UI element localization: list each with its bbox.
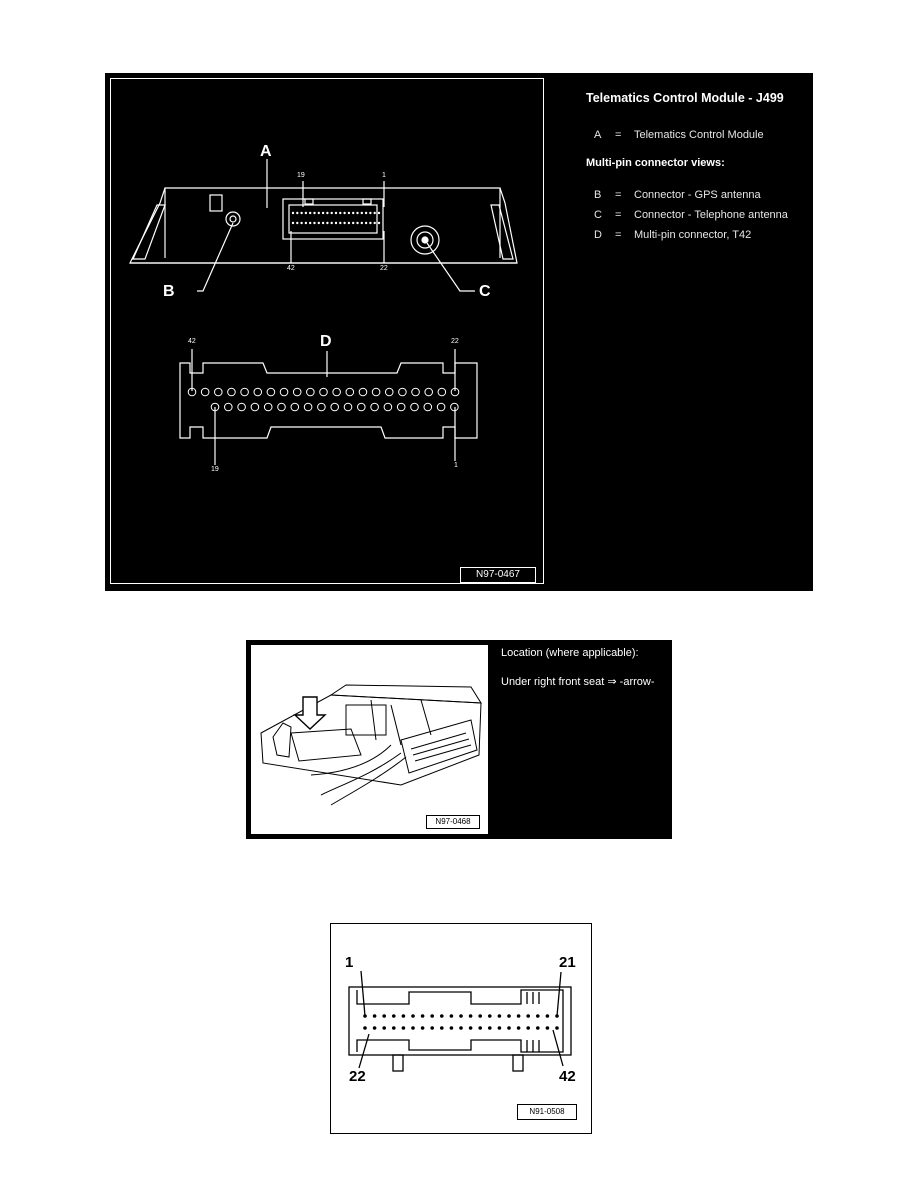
t42-face-pin-dot	[507, 1014, 511, 1018]
callout-b: B	[163, 283, 175, 300]
t42-pin-dot	[278, 403, 286, 411]
legend-d-eq: =	[615, 229, 622, 241]
t42-face-pin-42-label: 42	[559, 1068, 576, 1085]
t42-pin-dot	[251, 403, 259, 411]
figure-id-box	[460, 567, 536, 583]
t42-face-pin-dot	[440, 1026, 444, 1030]
t42-face-pin-dot	[402, 1026, 406, 1030]
t42-face-pin-dot	[555, 1026, 559, 1030]
module-pin-dot	[322, 222, 324, 224]
t42-connector-face	[180, 363, 477, 438]
t42-pin-dot	[399, 388, 407, 396]
module-pin-dot	[296, 212, 298, 214]
callout-c: C	[479, 283, 491, 300]
module-pin-19-label: 19	[297, 172, 305, 179]
t42-pin-dot	[424, 403, 432, 411]
t42-face-pin-dot	[382, 1014, 386, 1018]
module-pin-dot	[335, 222, 337, 224]
module-pin-dot	[348, 212, 350, 214]
t42-face-pin-dot	[555, 1014, 559, 1018]
legend-b-text: Connector - GPS antenna	[634, 189, 761, 201]
location-panel	[246, 640, 672, 839]
module-pin-dot	[318, 212, 320, 214]
t42-pin-dot	[280, 388, 288, 396]
module-pin-dot	[322, 212, 324, 214]
t42-face-pin-dot	[459, 1014, 463, 1018]
module-pin-dot	[309, 222, 311, 224]
figure-id: N97-0467	[476, 569, 520, 580]
module-pin-dot	[326, 222, 328, 224]
callout-a: A	[260, 143, 272, 160]
legend-b-eq: =	[615, 189, 622, 201]
t42-pin-22-label: 22	[451, 338, 459, 345]
location-text: Under right front seat ⇒ -arrow-	[501, 676, 655, 688]
t42-pin-dot	[293, 388, 301, 396]
t42-face-pin-dot	[382, 1026, 386, 1030]
t42-pin-dot	[228, 388, 236, 396]
t42-face-pin-dot	[430, 1026, 434, 1030]
module-pin-dot	[361, 222, 363, 224]
legend-c-text: Connector - Telephone antenna	[634, 209, 788, 221]
t42-face-pin-dot	[373, 1026, 377, 1030]
t42-pin-dot	[397, 403, 405, 411]
t42-face-pin-dot	[517, 1014, 521, 1018]
module-pin-dot	[361, 212, 363, 214]
t42-pin-dot	[372, 388, 380, 396]
t42-pin-dot	[215, 388, 223, 396]
t42-pin-dot	[225, 403, 233, 411]
t42-face-pin-dot	[526, 1026, 530, 1030]
t42-pin-dot	[384, 403, 392, 411]
location-drawing	[250, 644, 489, 835]
module-pin-dot	[352, 222, 354, 224]
module-pin-dot	[369, 212, 371, 214]
t42-face-pin-dot	[469, 1014, 473, 1018]
t42-pin-dot	[437, 403, 445, 411]
t42-face-pin-dot	[507, 1026, 511, 1030]
callout-d: D	[320, 333, 332, 350]
module-diagram-panel	[105, 73, 813, 591]
legend-b-key: B	[594, 189, 602, 201]
module-pin-dot	[335, 212, 337, 214]
connector-figure-id: N91-0508	[517, 1104, 577, 1120]
legend-a-key: A	[594, 129, 602, 141]
module-pin-dot	[326, 212, 328, 214]
module-pin-dot	[318, 222, 320, 224]
t42-face-pin-dot	[498, 1014, 502, 1018]
module-pin-dot	[300, 212, 302, 214]
t42-face-pin-dot	[478, 1026, 482, 1030]
connector-face-drawing	[331, 924, 591, 1133]
t42-pin-dot	[371, 403, 379, 411]
module-pin-dot	[339, 222, 341, 224]
t42-pin-dot	[359, 388, 367, 396]
t42-face-pin-dot	[392, 1014, 396, 1018]
t42-face-pin-dot	[411, 1014, 415, 1018]
seat-drawing	[251, 645, 488, 834]
connector-panel	[330, 923, 592, 1134]
t42-pin-dot	[291, 403, 299, 411]
t42-face-pin-21-label: 21	[559, 954, 576, 971]
t42-face-pin-dot	[363, 1014, 367, 1018]
t42-pin-dot	[307, 388, 315, 396]
module-pin-dot	[343, 222, 345, 224]
module-pin-dot	[313, 222, 315, 224]
t42-face-pin-dot	[459, 1026, 463, 1030]
t42-pin-dot	[320, 388, 328, 396]
t42-face-pin-22-label: 22	[349, 1068, 366, 1085]
t42-face-pin-dot	[488, 1026, 492, 1030]
module-pin-dot	[356, 212, 358, 214]
t42-pin-dot	[318, 403, 326, 411]
module-title: Telematics Control Module - J499	[586, 91, 784, 105]
t42-face-pin-dot	[536, 1014, 540, 1018]
module-pin-dot	[369, 222, 371, 224]
module-pin-dot	[292, 222, 294, 224]
t42-face-pin-dot	[450, 1026, 454, 1030]
t42-pin-dot	[333, 388, 341, 396]
t42-face-pin-dot	[478, 1014, 482, 1018]
location-arrow	[295, 697, 325, 729]
legend-c-eq: =	[615, 209, 622, 221]
module-pin-dot	[374, 222, 376, 224]
t42-face-pin-dot	[498, 1026, 502, 1030]
t42-face-pin-dot	[411, 1026, 415, 1030]
t42-face-pin-dot	[536, 1026, 540, 1030]
module-pin-dot	[339, 212, 341, 214]
t42-face-pin-dot	[546, 1026, 550, 1030]
t42-face-pin-dot	[421, 1014, 425, 1018]
t42-face-pin-1-label: 1	[345, 954, 354, 971]
t42-pin-42-label: 42	[188, 338, 196, 345]
module-pin-dot	[365, 212, 367, 214]
t42-face-pin-dot	[526, 1014, 530, 1018]
t42-pin-dot	[346, 388, 354, 396]
t42-pin-dot	[264, 403, 272, 411]
module-pin-dot	[331, 212, 333, 214]
module-pin-dot	[300, 222, 302, 224]
t42-face-pin-dot	[488, 1014, 492, 1018]
t42-face-pin-dot	[469, 1026, 473, 1030]
t42-pin-1-label: 1	[454, 462, 458, 469]
module-pin-dot	[331, 222, 333, 224]
module-pin-dot	[374, 212, 376, 214]
module-pin-22-label: 22	[380, 265, 388, 272]
t42-pin-19-label: 19	[211, 466, 219, 473]
legend-d-key: D	[594, 229, 602, 241]
t42-face-pin-dot	[402, 1014, 406, 1018]
module-pin-42-label: 42	[287, 265, 295, 272]
module-pin-dot	[305, 222, 307, 224]
t42-pin-dot	[267, 388, 275, 396]
module-pin-dot	[356, 222, 358, 224]
legend-a-eq: =	[615, 129, 622, 141]
subheading: Multi-pin connector views:	[586, 157, 725, 169]
t42-face-pin-dot	[546, 1014, 550, 1018]
module-drawing	[105, 73, 813, 591]
module-pin-dot	[292, 212, 294, 214]
location-heading: Location (where applicable):	[501, 647, 639, 659]
t42-pin-dot	[241, 388, 249, 396]
module-pin-dot	[309, 212, 311, 214]
t42-face-pin-dot	[392, 1026, 396, 1030]
module-pin-1-label: 1	[382, 172, 386, 179]
t42-face-pin-dot	[363, 1026, 367, 1030]
module-pin-dot	[378, 222, 380, 224]
t42-face-pin-dot	[440, 1014, 444, 1018]
t42-pin-dot	[201, 388, 209, 396]
t42-pin-dot	[411, 403, 419, 411]
module-pin-dot	[352, 212, 354, 214]
module-pin-dot	[343, 212, 345, 214]
module-pin-dot	[378, 212, 380, 214]
module-pin-dot	[305, 212, 307, 214]
t42-face-pin-dot	[421, 1026, 425, 1030]
t42-face-pin-dot	[517, 1026, 521, 1030]
module-pin-dot	[365, 222, 367, 224]
t42-pin-dot	[254, 388, 262, 396]
t42-pin-dot	[425, 388, 433, 396]
module-pin-dot	[313, 212, 315, 214]
t42-face-pin-dot	[450, 1014, 454, 1018]
t42-pin-dot	[331, 403, 339, 411]
t42-pin-dot	[304, 403, 312, 411]
t42-pin-dot	[238, 403, 246, 411]
module-pin-dot	[296, 222, 298, 224]
legend-a-text: Telematics Control Module	[634, 129, 764, 141]
connector-outline	[349, 987, 571, 1055]
t42-face-pin-dot	[430, 1014, 434, 1018]
t42-pin-dot	[344, 403, 352, 411]
legend-c-key: C	[594, 209, 602, 221]
location-figure-id: N97-0468	[426, 815, 480, 829]
t42-pin-dot	[412, 388, 420, 396]
t42-pin-dot	[358, 403, 366, 411]
module-pin-dot	[348, 222, 350, 224]
t42-face-pin-dot	[373, 1014, 377, 1018]
legend-d-text: Multi-pin connector, T42	[634, 229, 752, 241]
t42-pin-dot	[438, 388, 446, 396]
t42-pin-dot	[385, 388, 393, 396]
